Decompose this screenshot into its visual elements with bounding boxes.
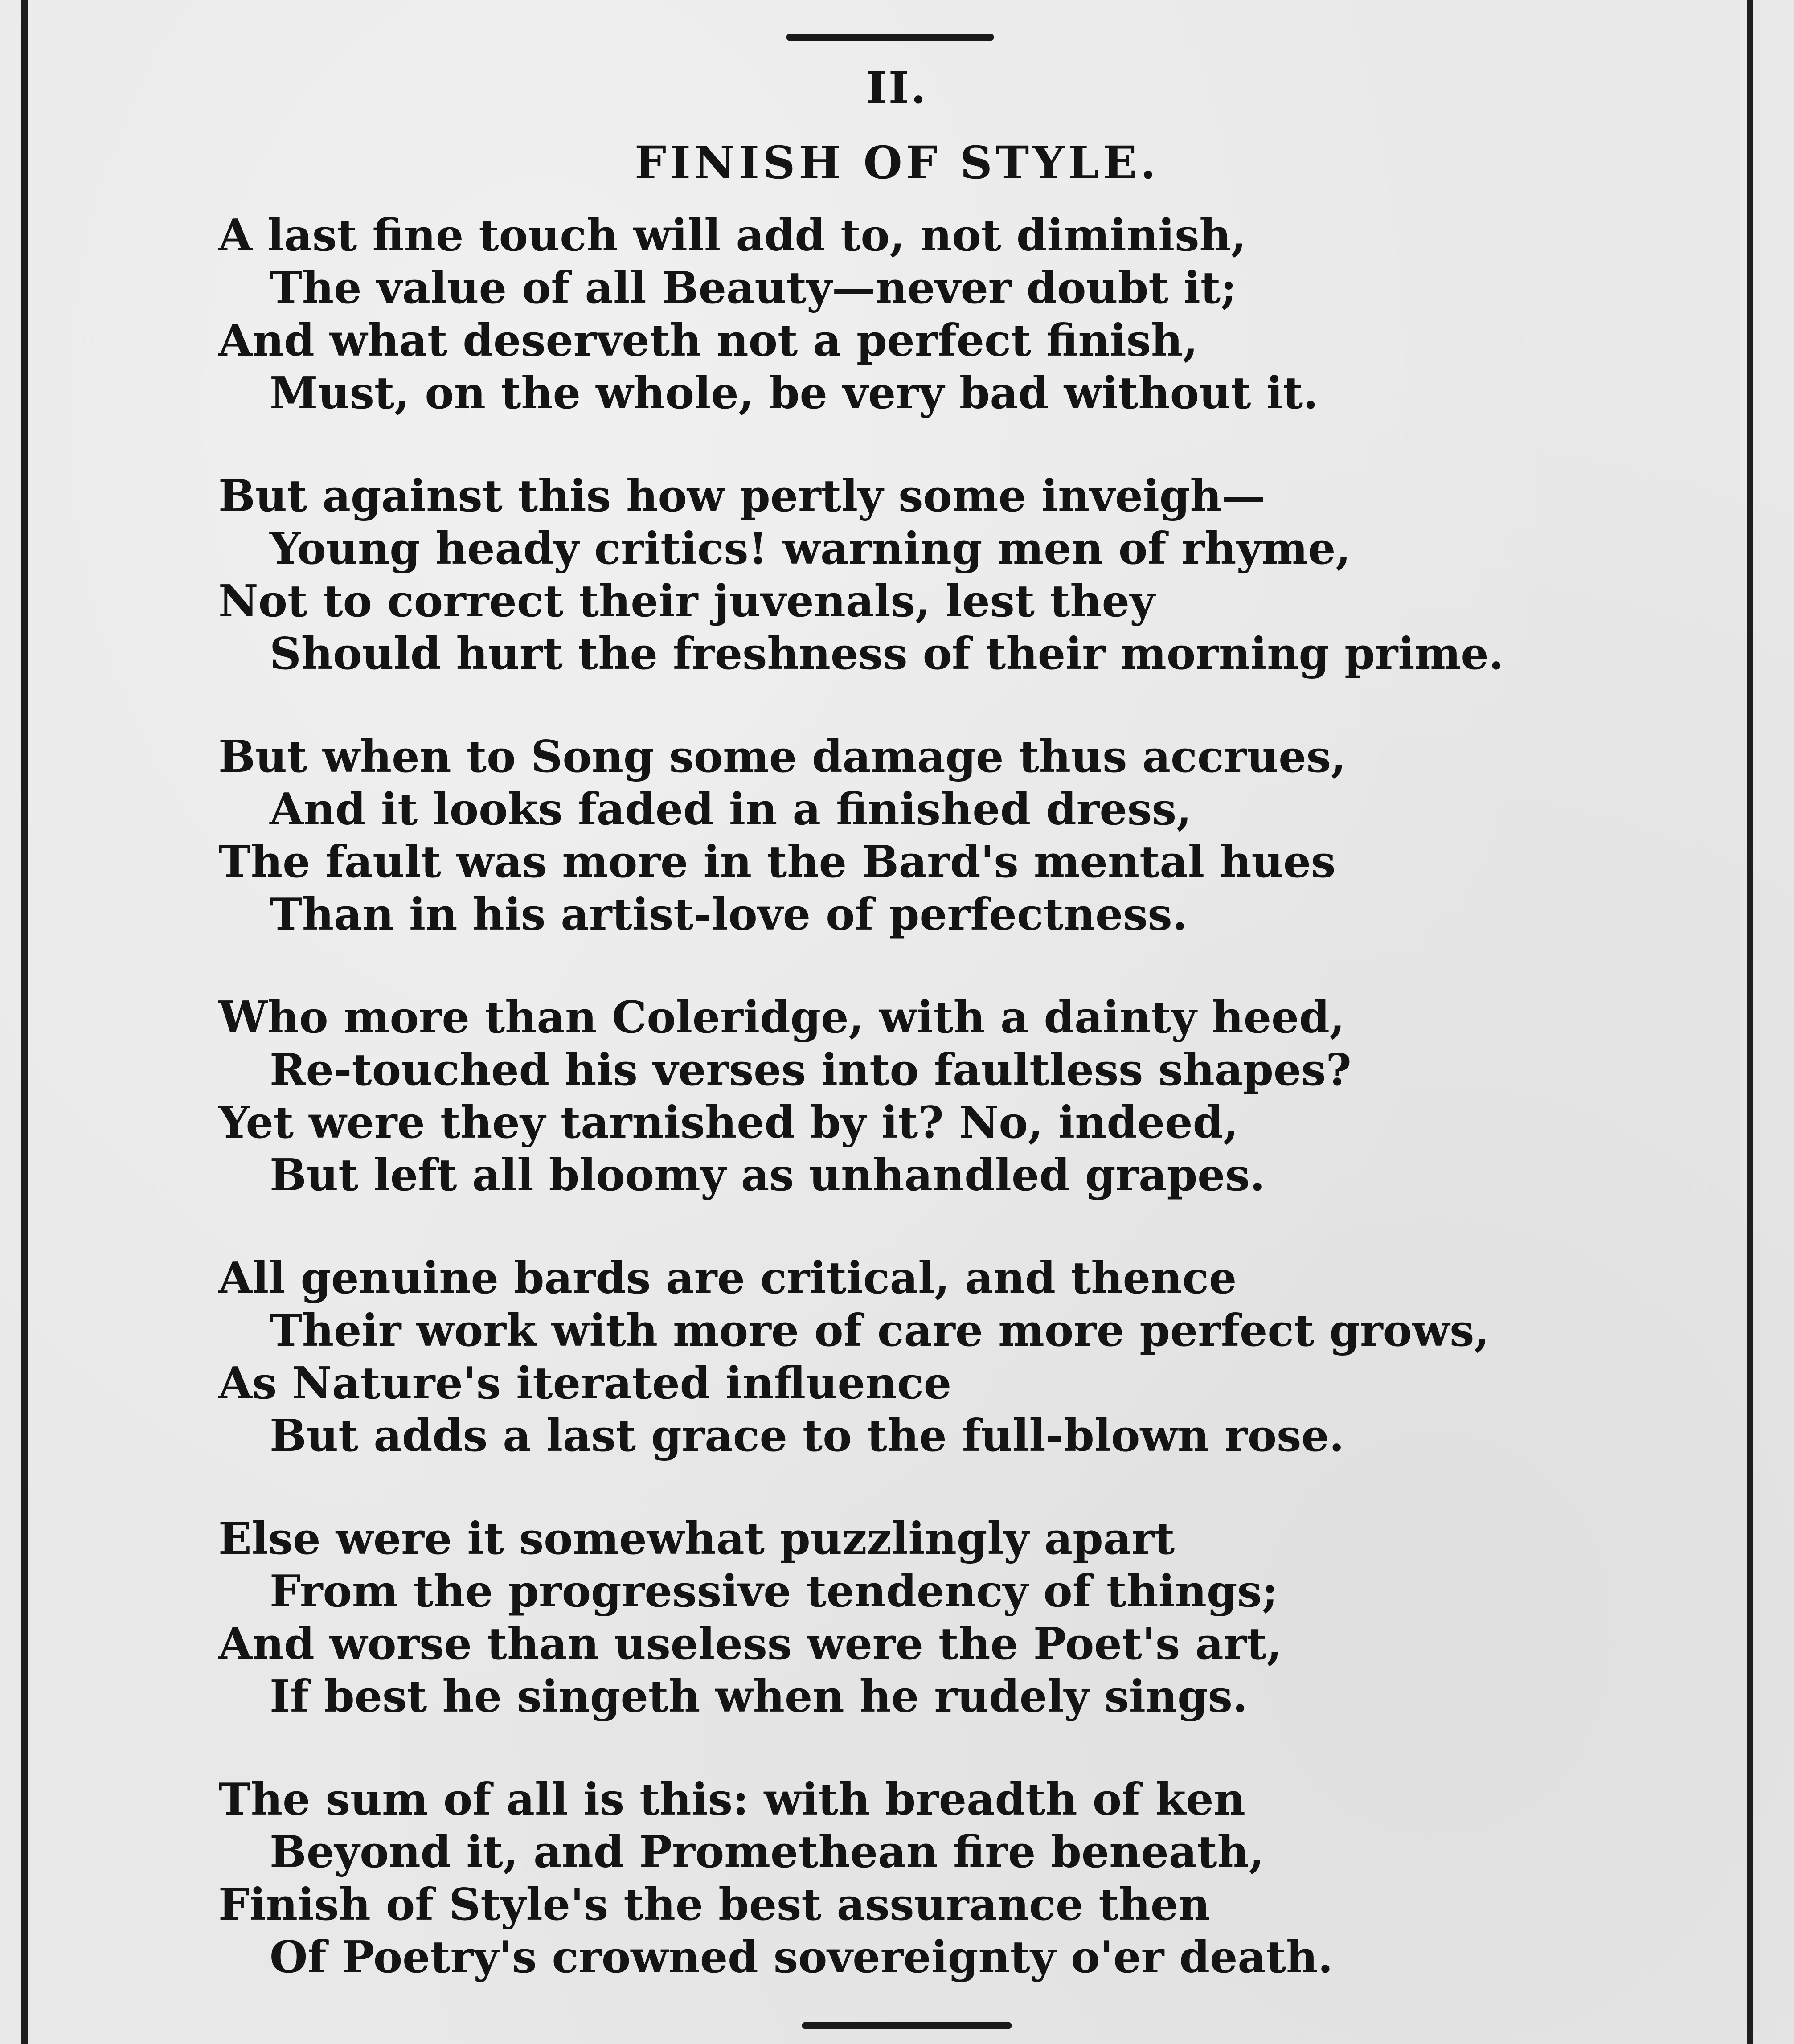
top-divider	[786, 34, 994, 41]
stanza-line: But adds a last grace to the full-blown rose.	[270, 1410, 1344, 1462]
stanza-line: The fault was more in the Bard's mental hues	[218, 836, 1336, 888]
stanza-line: And what deserveth not a perfect finish,	[218, 315, 1198, 366]
stanza-line: The sum of all is this: with breadth of ken	[218, 1774, 1245, 1825]
stanza-line: Should hurt the freshness of their morning prime.	[270, 628, 1504, 680]
stanza-line: Their work with more of care more perfect grows,	[270, 1305, 1490, 1356]
stanza-line: Not to correct their juvenals, lest they	[218, 576, 1155, 627]
poem-title: FINISH OF STYLE.	[635, 136, 1159, 189]
stanza-line: And it looks faded in a finished dress,	[270, 784, 1192, 835]
stanza-line: But against this how pertly some inveigh—	[218, 471, 1266, 522]
stanza-line: From the progressive tendency of things;	[270, 1566, 1278, 1617]
stanza-line: Re-touched his verses into faultless shapes?	[270, 1045, 1352, 1096]
stanza-line: Finish of Style's the best assurance then	[218, 1879, 1210, 1930]
bottom-divider	[802, 2022, 1012, 2029]
stanza-line: And worse than useless were the Poet's art,	[218, 1618, 1282, 1670]
stanza-line: Must, on the whole, be very bad without it.	[270, 368, 1319, 419]
left-column-rule	[21, 0, 28, 2044]
stanza-line: But left all bloomy as unhandled grapes.	[270, 1150, 1265, 1201]
right-column-rule	[1747, 0, 1753, 2044]
stanza-line: A last fine touch will add to, not diminish,	[218, 210, 1246, 261]
stanza-line: As Nature's iterated influence	[218, 1358, 952, 1409]
stanza-line: If best he singeth when he rudely sings.	[270, 1671, 1248, 1722]
stanza-line: The value of all Beauty—never doubt it;	[270, 262, 1237, 314]
stanza-line: Than in his artist-love of perfectness.	[270, 889, 1188, 940]
stanza-line: Of Poetry's crowned sovereignty o'er death.	[270, 1932, 1333, 1983]
stanza-line: Who more than Coleridge, with a dainty heed,	[218, 992, 1345, 1043]
section-numeral: II.	[866, 62, 928, 114]
stanza-line: But when to Song some damage thus accrues,	[218, 731, 1346, 782]
stanza-line: Yet were they tarnished by it? No, indeed,	[218, 1097, 1239, 1148]
stanza-line: Young heady critics! warning men of rhyme,	[270, 523, 1351, 574]
stanza-line: All genuine bards are critical, and thence	[218, 1253, 1237, 1304]
stanza-line: Else were it somewhat puzzlingly apart	[218, 1513, 1175, 1565]
stanza-line: Beyond it, and Promethean fire beneath,	[270, 1827, 1264, 1878]
